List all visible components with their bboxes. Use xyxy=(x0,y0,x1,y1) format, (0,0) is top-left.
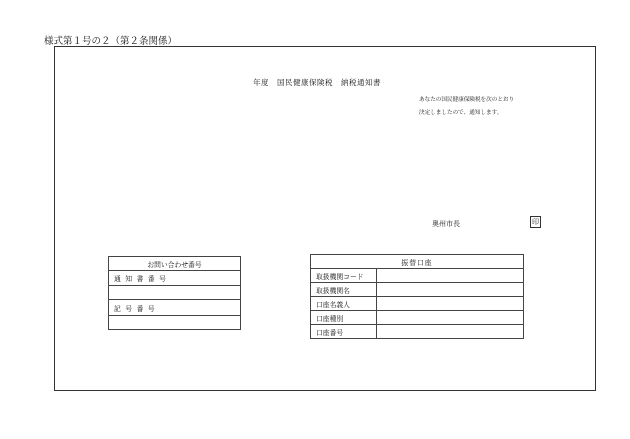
transfer-table-header: 振替口座 xyxy=(311,255,524,269)
transfer-row-label: 口座種別 xyxy=(311,311,377,325)
notice-number-label: 通知書番号 xyxy=(109,271,241,286)
table-row xyxy=(311,283,524,297)
form-number-label: 様式第１号の２（第２条関係） xyxy=(44,36,178,47)
record-number-label: 記号番号 xyxy=(109,300,241,316)
transfer-row-label: 取扱機関コード xyxy=(311,269,377,283)
transfer-row-label: 口座番号 xyxy=(311,325,377,339)
table-row xyxy=(109,271,241,286)
table-row xyxy=(311,297,524,311)
transfer-row-label: 取扱機関名 xyxy=(311,283,377,297)
table-row xyxy=(311,325,524,339)
seal-stamp: 印 xyxy=(530,216,541,228)
notice-title: 年度 国民健康保険税 納税通知書 xyxy=(253,78,381,87)
table-row xyxy=(109,300,241,316)
notice-message-line-2: 決定しましたので、通知します。 xyxy=(419,110,503,116)
table-row xyxy=(311,255,524,269)
transfer-row-label: 口座名義人 xyxy=(311,297,377,311)
transfer-row-value xyxy=(377,297,524,311)
transfer-row-value xyxy=(377,311,524,325)
transfer-row-value xyxy=(377,325,524,339)
inquiry-number-table xyxy=(108,256,241,330)
transfer-row-value xyxy=(377,283,524,297)
table-row xyxy=(311,311,524,325)
record-number-value xyxy=(109,316,241,330)
issuer-name: 奥州市長 xyxy=(432,220,460,228)
notice-number-value xyxy=(109,286,241,300)
notice-frame xyxy=(54,46,596,391)
inquiry-table-header: お問い合わせ番号 xyxy=(109,257,241,271)
table-row xyxy=(109,257,241,271)
notice-message-line-1: あなたの国民健康保険税を次のとおり xyxy=(419,97,515,103)
transfer-row-value xyxy=(377,269,524,283)
table-row xyxy=(109,316,241,330)
table-row xyxy=(311,269,524,283)
transfer-account-table xyxy=(310,254,524,339)
table-row xyxy=(109,286,241,300)
